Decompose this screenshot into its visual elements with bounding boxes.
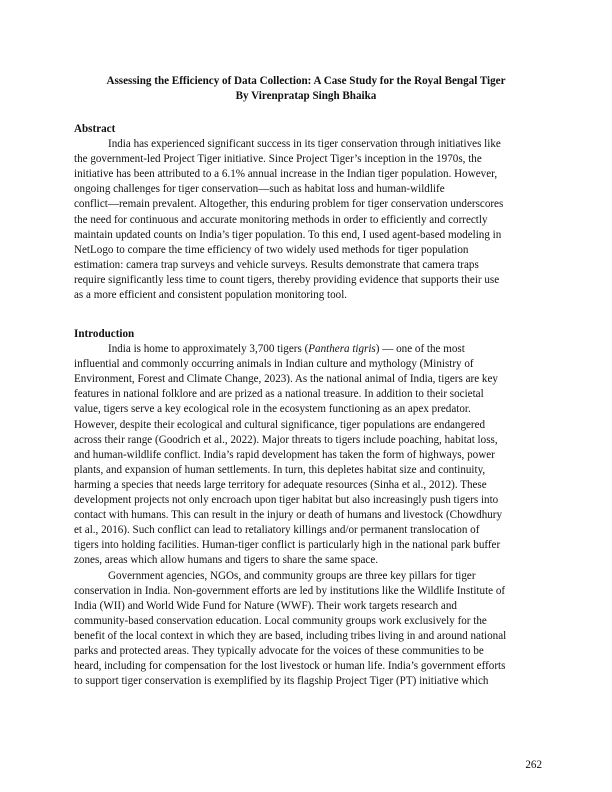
intro-line: influential and commonly occurring animals in Indian culture and mythology (Ministry of xyxy=(74,358,474,371)
intro-line: harming a species that needs large territory for adequate resources (Sinha et al., 2012). These xyxy=(74,478,487,491)
intro-line: and human-wildlife conflict. India’s rapid development has taken the form of highways, power xyxy=(74,448,495,461)
abstract-line: conflict—remain prevalent. Altogether, this enduring problem for tiger conservation underscores xyxy=(74,198,504,211)
intro-first-line-post: ) — one of the most xyxy=(375,343,465,356)
abstract-line: the government-led Project Tiger initiative. Since Project Tiger’s inception in the 1970s, the xyxy=(74,153,482,166)
intro-line: plants, and expansion of human settlements. In turn, this depletes habitat size and continuity, xyxy=(74,463,486,476)
abstract-section xyxy=(74,122,542,303)
intro-p2-line: community-based conservation education. Local community groups work exclusively for the xyxy=(74,614,487,627)
intro-p2-line: to support tiger conservation is exemplified by its flagship Project Tiger (PT) initiative which xyxy=(74,675,489,688)
species-name-italic: Panthera tigris xyxy=(308,343,376,356)
intro-p2-line: benefit of the local context in which they are based, including tribes living in and around national xyxy=(74,629,507,642)
intro-p2-line: conservation in India. Non-government efforts are led by institutions like the Wildlife Institute of xyxy=(74,584,506,597)
intro-first-line-pre: India is home to approximately 3,700 tigers ( xyxy=(108,343,309,356)
introduction-heading: Introduction xyxy=(74,328,135,340)
intro-line: zones, areas which allow humans and tigers to share the same space. xyxy=(74,554,379,567)
abstract-line: NetLogo to compare the time efficiency of two widely used methods for tiger population xyxy=(74,243,469,256)
intro-line: development projects not only encroach upon tiger habitat but also increasingly push tigers into xyxy=(74,494,499,507)
intro-p2-line: parks and protected areas. They typically advocate for the voices of these communities to be xyxy=(74,644,484,657)
intro-line: across their range (Goodrich et al., 2022). Major threats to tigers include poaching, habitat loss, xyxy=(74,433,498,446)
abstract-line: as a more efficient and consistent population monitoring tool. xyxy=(74,289,348,302)
abstract-line: the need for continuous and accurate monitoring methods in order to efficiently and correctly xyxy=(74,213,488,226)
paper-title-block xyxy=(60,74,552,104)
paper-title: Assessing the Efficiency of Data Collection: A Case Study for the Royal Bengal Tiger xyxy=(106,75,506,87)
abstract-line: maintain updated counts on India’s tiger population. To this end, I used agent-based modeling in xyxy=(74,228,502,241)
abstract-line: initiative has been attributed to a 6.1% annual increase in the Indian tiger population. However, xyxy=(74,168,498,181)
abstract-line: India has experienced significant success in its tiger conservation through initiatives like xyxy=(108,138,501,151)
intro-p2-line: Government agencies, NGOs, and community groups are three key pillars for tiger xyxy=(108,569,476,582)
introduction-section xyxy=(74,327,542,689)
abstract-heading: Abstract xyxy=(74,123,116,135)
intro-line: contact with humans. This can result in the injury or death of humans and livestock (Chowdhury xyxy=(74,509,503,522)
intro-line: et al., 2016). Such conflict can lead to retaliatory killings and/or permanent translocation of xyxy=(74,524,480,537)
intro-p2-line: heard, including for compensation for the lost livestock or human life. India’s government efforts xyxy=(74,660,506,673)
intro-line: tigers into holding facilities. Human-tiger conflict is particularly high in the national park buffer xyxy=(74,539,501,552)
abstract-line: estimation: camera trap surveys and vehicle surveys. Results demonstrate that camera traps xyxy=(74,258,479,271)
abstract-line: ongoing challenges for tiger conservation—such as habitat loss and human-wildlife xyxy=(74,183,445,196)
intro-first-line xyxy=(74,342,542,357)
page-number: 262 xyxy=(525,759,542,771)
intro-line: value, tigers serve a key ecological role in the ecosystem functioning as an apex predator. xyxy=(74,403,471,416)
paper-author: By Virenpratap Singh Bhaika xyxy=(235,90,377,102)
intro-line: features in national folklore and are prized as a national treasure. In addition to their societal xyxy=(74,388,484,401)
abstract-line: require significantly less time to count tigers, thereby providing evidence that supports their use xyxy=(74,273,500,286)
intro-line: However, despite their ecological and cultural significance, tiger populations are endangered xyxy=(74,418,486,431)
intro-p2-line: India (WII) and World Wide Fund for Nature (WWF). Their work targets research and xyxy=(74,599,457,612)
intro-line: Environment, Forest and Climate Change, 2023). As the national animal of India, tigers are key xyxy=(74,373,498,386)
